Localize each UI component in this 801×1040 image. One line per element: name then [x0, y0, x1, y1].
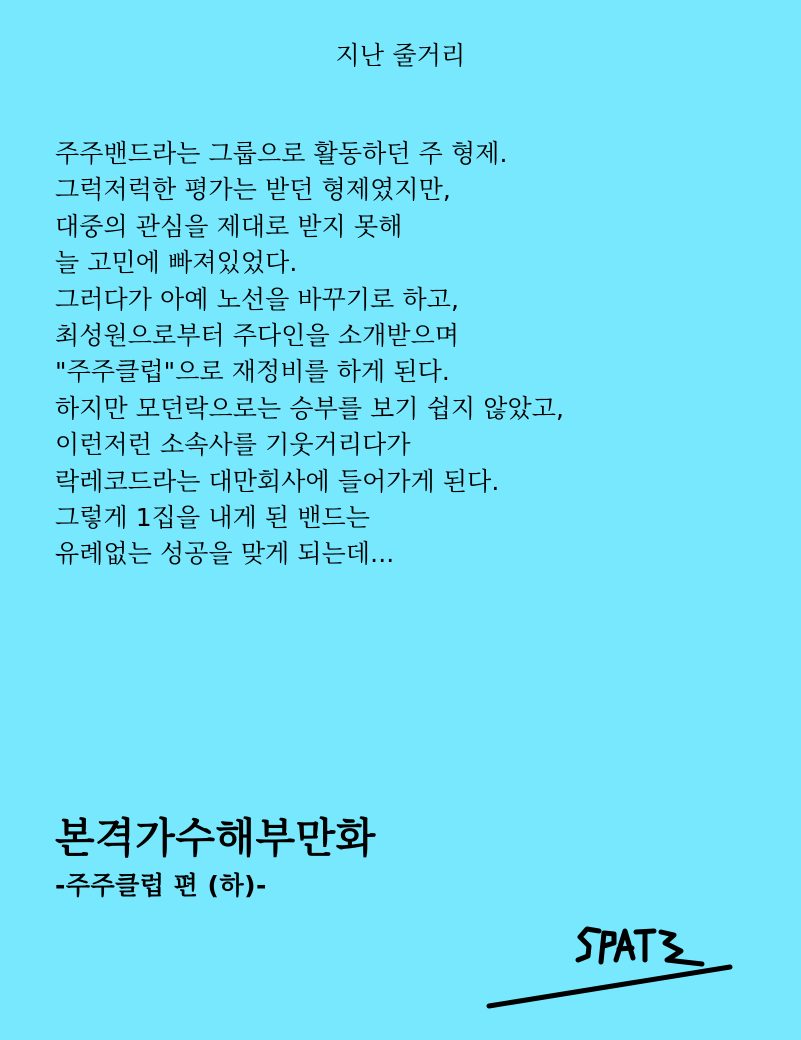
story-line: 그럭저럭한 평가는 받던 형제였지만,	[55, 175, 451, 205]
story-line: 대중의 관심을 제대로 받지 못해	[55, 211, 403, 241]
story-line: 최성원으로부터 주다인을 소개받으며	[55, 321, 460, 351]
story-line: 락레코드라는 대만회사에 들어가게 된다.	[55, 466, 500, 496]
comic-title: 본격가수해부만화	[55, 814, 376, 862]
episode-subtitle: -주주클럽 편 (하)-	[55, 871, 267, 900]
story-line: 그러다가 아예 노선을 바꾸기로 하고,	[55, 284, 459, 314]
signature-logo	[480, 918, 750, 1018]
story-line: 이런저런 소속사를 기웃거리다가	[55, 430, 411, 460]
story-text	[55, 136, 775, 573]
story-line: 하지만 모던락으로는 승부를 보기 쉽지 않았고,	[55, 393, 565, 423]
story-line: 그렇게 1집을 내게 된 밴드는	[55, 503, 370, 533]
story-line: 늘 고민에 빠져있었다.	[55, 248, 298, 278]
page-heading: 지난 줄거리	[335, 41, 466, 70]
story-line: 주주밴드라는 그룹으로 활동하던 주 형제.	[55, 139, 508, 168]
story-line: "주주클럽"으로 재정비를 하게 된다.	[55, 357, 450, 387]
story-line: 유례없는 성공을 맞게 되는데...	[55, 539, 395, 569]
